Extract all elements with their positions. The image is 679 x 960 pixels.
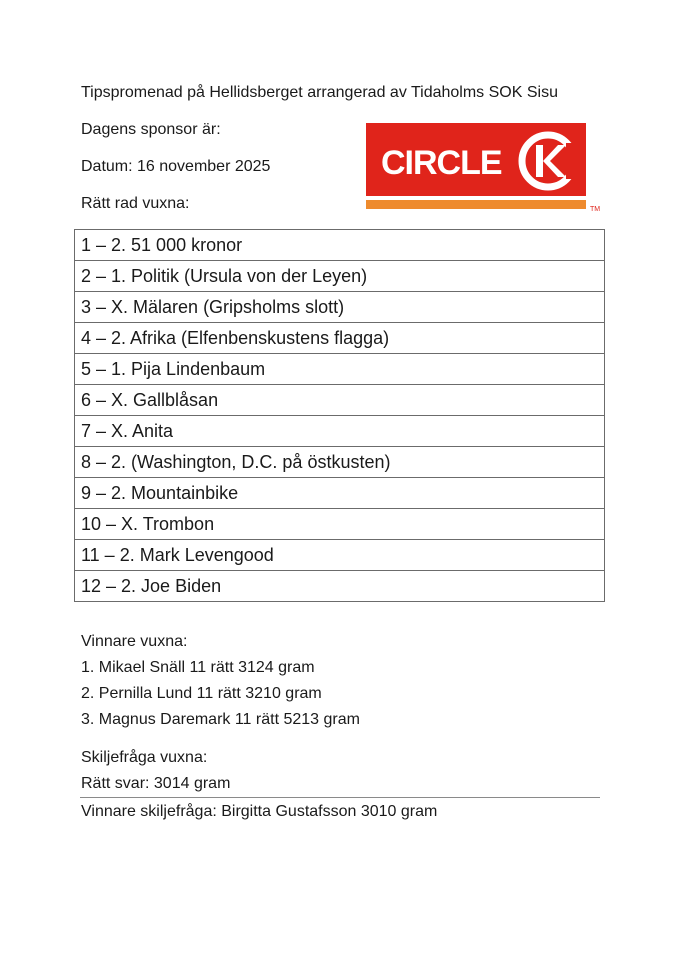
table-row [75, 416, 605, 447]
tiebreaker-answer: Rätt svar: 3014 gram [81, 775, 231, 792]
answer-cell: 3 – X. Mälaren (Gripsholms slott) [75, 292, 605, 323]
sponsor-label: Dagens sponsor är: [81, 121, 221, 138]
winner-item-2: 2. Pernilla Lund 11 rätt 3210 gram [81, 685, 322, 702]
table-row [75, 261, 605, 292]
tiebreaker-winner: Vinnare skiljefråga: Birgitta Gustafsson 3010 gram [81, 803, 438, 820]
answers-table [74, 229, 605, 602]
table-row [75, 354, 605, 385]
page-title: Tipspromenad på Hellidsberget arrangerad av Tidaholms SOK Sisu [81, 84, 558, 101]
answer-cell: 10 – X. Trombon [75, 509, 605, 540]
logo-wordmark: CIRCLE [381, 144, 502, 182]
date-label: Datum: 16 november 2025 [81, 158, 271, 175]
answer-cell: 8 – 2. (Washington, D.C. på östkusten) [75, 447, 605, 478]
table-row [75, 323, 605, 354]
answer-cell: 7 – X. Anita [75, 416, 605, 447]
answer-cell: 12 – 2. Joe Biden [75, 571, 605, 602]
logo-trademark: TM [590, 206, 601, 213]
answer-cell: 4 – 2. Afrika (Elfenbenskustens flagga) [75, 323, 605, 354]
answers-heading: Rätt rad vuxna: [81, 195, 190, 212]
divider [80, 797, 600, 798]
table-row [75, 447, 605, 478]
circle-k-logo [366, 123, 604, 213]
answer-cell: 6 – X. Gallblåsan [75, 385, 605, 416]
table-row [75, 230, 605, 261]
winners-heading: Vinnare vuxna: [81, 633, 188, 650]
table-row [75, 385, 605, 416]
table-row [75, 509, 605, 540]
table-row [75, 540, 605, 571]
table-row [75, 571, 605, 602]
table-row [75, 478, 605, 509]
answer-cell: 11 – 2. Mark Levengood [75, 540, 605, 571]
answer-cell: 9 – 2. Mountainbike [75, 478, 605, 509]
logo-orange-stripe [366, 200, 586, 209]
table-row [75, 292, 605, 323]
answer-cell: 1 – 2. 51 000 kronor [75, 230, 605, 261]
answer-cell: 2 – 1. Politik (Ursula von der Leyen) [75, 261, 605, 292]
winner-item-3: 3. Magnus Daremark 11 rätt 5213 gram [81, 711, 360, 728]
answer-cell: 5 – 1. Pija Lindenbaum [75, 354, 605, 385]
tiebreaker-heading: Skiljefråga vuxna: [81, 749, 208, 766]
winner-item-1: 1. Mikael Snäll 11 rätt 3124 gram [81, 659, 315, 676]
